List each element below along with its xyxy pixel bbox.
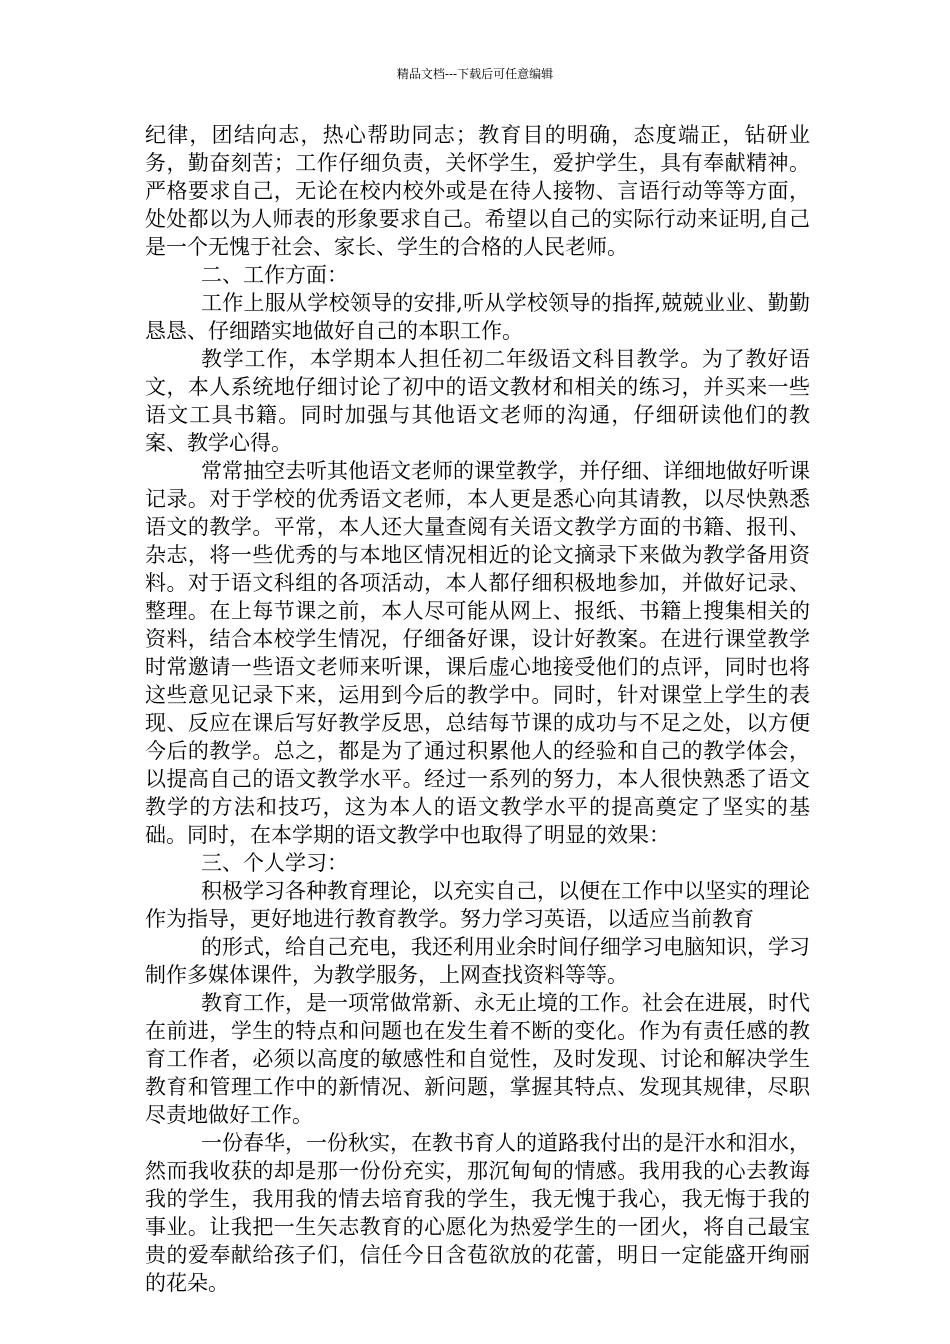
- document-body: [145, 121, 810, 1297]
- section-heading-work: 二、工作方面：: [201, 263, 348, 287]
- paragraph-1: 纪律，团结向志，热心帮助同志；教育目的明确，态度端正，钻研业务，勤奋刻苦；工作仔细负责，关怀学生，爱护学生，具有奉献精神。严格要求自己，无论在校内校外或是在待人接物、言语行动等等方面，处处都以为人师表的形象要求自己。希望以自己的实际行动来证明,自己是一个无愧于社会、家长、学生的合格的人民老师。: [145, 123, 810, 259]
- page-header: 精品文档---下载后可任意编辑: [396, 67, 554, 81]
- section-heading-study: 三、个人学习：: [201, 851, 348, 875]
- paragraph-8: 一份春华，一份秋实，在教书育人的道路我付出的是汗水和泪水，然而我收获的却是那一份份充实，那沉甸甸的情感。我用我的心去教诲我的学生，我用我的情去培育我的学生，我无愧于我心，我无悔于我的事业。让我把一生矢志教育的心愿化为热爱学生的一团火，将自己最宝贵的爱奉献给孩子们，信任今日含苞欲放的花蕾，明日一定能盛开绚丽的花朵。: [145, 1131, 810, 1295]
- paragraph-6: 的形式，给自己充电，我还利用业余时间仔细学习电脑知识，学习制作多媒体课件，为教学服务，上网查找资料等等。: [145, 935, 810, 987]
- paragraph-4: 常常抽空去听其他语文老师的课堂教学，并仔细、详细地做好听课记录。对于学校的优秀语文老师，本人更是悉心向其请教，以尽快熟悉语文的教学。平常，本人还大量查阅有关语文教学方面的书籍、报刊、杂志，将一些优秀的与本地区情况相近的论文摘录下来做为教学备用资料。对于语文科组的各项活动，本人都仔细积极地参加，并做好记录、整理。在上每节课之前，本人尽可能从网上、报纸、书籍上搜集相关的资料，结合本校学生情况，仔细备好课，设计好教案。在进行课堂教学时常邀请一些语文老师来听课，课后虚心地接受他们的点评，同时也将这些意见记录下来，运用到今后的教学中。同时，针对课堂上学生的表现、反应在课后写好教学反思，总结每节课的成功与不足之处，以方便今后的教学。总之，都是为了通过积累他人的经验和自己的教学体会，以提高自己的语文教学水平。经过一系列的努力，本人很快熟悉了语文教学的方法和技巧，这为本人的语文教学水平的提高奠定了坚实的基础。同时，在本学期的语文教学中也取得了明显的效果：: [145, 459, 810, 847]
- paragraph-3: 教学工作，本学期本人担任初二年级语文科目教学。为了教好语文，本人系统地仔细讨论了初中的语文教材和相关的练习，并买来一些语文工具书籍。同时加强与其他语文老师的沟通，仔细研读他们的教案、教学心得。: [145, 347, 810, 455]
- paragraph-5: 积极学习各种教育理论，以充实自己，以便在工作中以坚实的理论作为指导，更好地进行教育教学。努力学习英语，以适应当前教育: [145, 879, 810, 931]
- paragraph-7: 教育工作，是一项常做常新、永无止境的工作。社会在进展，时代在前进，学生的特点和问题也在发生着不断的变化。作为有责任感的教育工作者，必须以高度的敏感性和自觉性，及时发现、讨论和解决学生教育和管理工作中的新情况、新问题，掌握其特点、发现其规律，尽职尽责地做好工作。: [145, 991, 810, 1127]
- paragraph-2: 工作上服从学校领导的安排,听从学校领导的指挥,兢兢业业、勤勤恳恳、仔细踏实地做好自己的本职工作。: [145, 291, 810, 343]
